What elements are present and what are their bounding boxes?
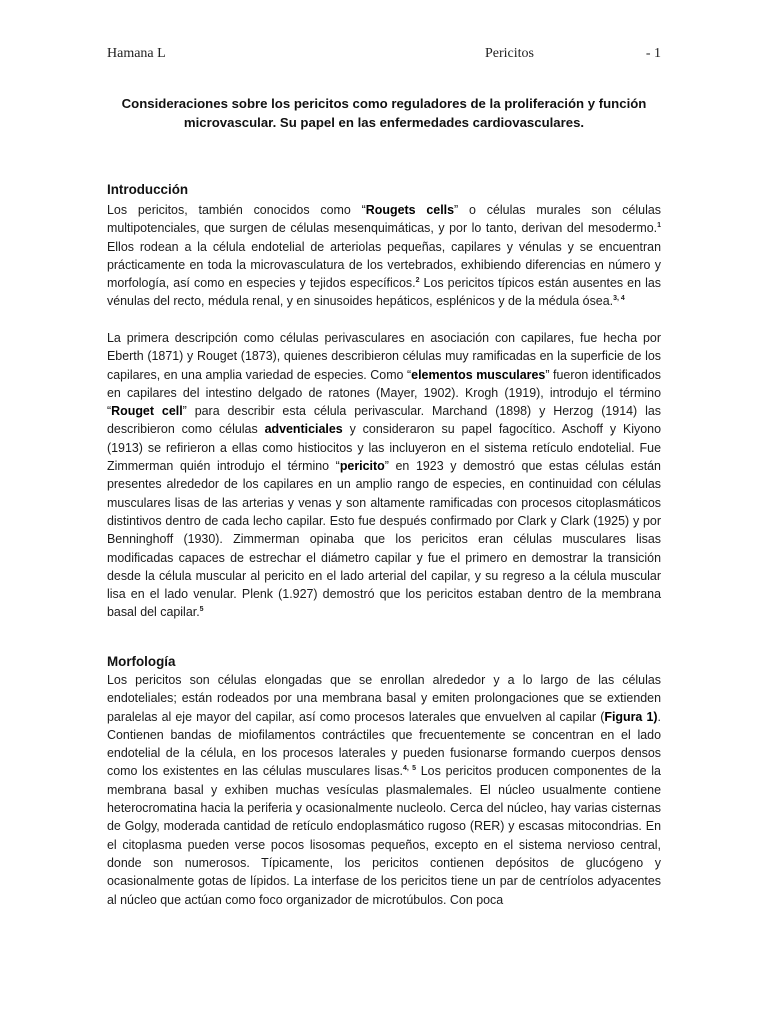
title-line-2: microvascular. Su papel en las enfermedades cardiovasculares. [183,115,585,130]
morfologia-paragraph-1 [107,671,661,909]
citation-superscript: 4, 5 [403,765,416,773]
introduccion-paragraph-1 [107,201,661,311]
text-run: ” en 1923 y demostró que estas células están presentes alrededor de los capilares en un amplio rango de especies, en continuidad con células musculares lisas de las arterias y venas y son altamente ramificadas con procesos citoplasmáticos distintivos dentro de cada lecho capilar. Esto fue después confirmado por Clark y Clark (1925) y por Benninghoff (1930). Zimmerman opinaba que los pericitos eran células musculares lisas modificadas capaces de estrechar el diámetro capilar y fue el primero en demostrar la transición desde la célula muscular al pericito en el lado arterial del capilar, y su regreso a la célula muscular lisa en el lado venular. Plenk (1.927) demostró que los pericitos estaban dentro de la membrana basal del capilar. [107,459,661,620]
text-run: ” para describir esta célula perivascular. Marchand (1898) y Herzog (1914) las describieron como células [107,404,661,437]
header-page-number: - 1 [645,46,661,61]
emphasis-term: elementos musculares [411,367,546,382]
text-run: Los pericitos son células elongadas que se enrollan alrededor y a lo largo de las células endoteliales; están rodeados por una membrana basal y emiten prolongaciones que se extienden paralelas al eje mayor del capilar, así como procesos laterales que envuelven al capilar ( [107,673,661,724]
text-run: Ellos rodean a la célula endotelial de arteriolas pequeñas, capilares y vénulas y se encuentran prácticamente en toda la microvasculatura de los vertebrados, exhibiendo diferencias en número y morfología, así como en especies y tejidos específicos. [107,239,661,291]
figure-reference: Figura 1) [604,709,658,724]
text-run: Los pericitos producen componentes de la membrana basal y exhiben muchas vesículas plasmalemales. El núcleo usualmente contiene heterocromatina hacia la periferia y ocasionalmente nucleolo. Cerca del núcleo, hay varias cisternas de Golgy, moderada cantidad de retículo endoplasmático rugoso (RER) y escasas mitocondrias. En el citoplasma pueden verse pocos lisosomas pequeños, excepto en el sistema nervioso central, donde son numerosos. Típicamente, los pericitos contienen depósitos de glucógeno y ocasionalmente gotas de lípidos. La interfase de los pericitos tiene un par de centríolos adyacentes al núcleo que actúan como foco organizador de microtúbulos. Con poca [107,764,661,907]
text-run: y consideraron su papel fagocítico. Aschoff y Kiyono (1913) se refirieron a ellas como histiocitos y las incluyeron en el sistema retículo endotelial. Fue Zimmerman quién introdujo el término “ [107,422,662,474]
emphasis-term: Rougets cells [365,203,455,217]
header-author: Hamana L [107,46,166,61]
emphasis-term: pericito [339,459,385,474]
section-heading-morfologia: Morfología [107,654,176,669]
text-run: . Contienen bandas de miofilamentos contráctiles que frecuentemente se concentran en el lado endotelial de la célula, en los procesos laterales y pueden fusionarse formando cuerpos densos como los existentes en las células musculares lisas. [107,709,661,779]
section-heading-introduccion: Introducción [107,182,189,197]
citation-superscript: 1 [657,222,661,230]
header-running-title: Pericitos [485,46,534,61]
text-run: ” o células murales son células multipotenciales, que surgen de células mesenquimáticas, y por lo tanto, derivan del mesodermo. [107,203,661,236]
text-run: La primera descripción como células perivasculares en asociación con capilares, fue hecha por Eberth (1871) y Rouget (1873), quienes describieron células muy ramificadas en la superficie de los capilares, en una amplia variedad de especies. Como “ [107,331,661,382]
text-run: Los pericitos típicos están ausentes en las vénulas del recto, médula renal, y en sinusoides hepáticos, esplénicos y de la médula ósea. [107,276,661,309]
citation-superscript: 5 [199,606,204,614]
title-line-1: Consideraciones sobre los pericitos como reguladores de la proliferación y función [121,96,647,111]
text-run: ” fueron identificados en capilares del intestino delgado de ratones (Mayer, 1902). Krogh (1919), introdujo el término “ [107,367,661,419]
emphasis-term: adventiciales [264,422,343,437]
running-header [107,46,661,66]
citation-superscript: 3, 4 [613,295,625,303]
text-run: Los pericitos, también conocidos como “ [107,203,366,217]
introduccion-paragraph-2 [107,329,661,622]
document-title [107,94,661,132]
emphasis-term: Rouget cell [111,404,183,419]
citation-superscript: 2 [415,277,420,285]
